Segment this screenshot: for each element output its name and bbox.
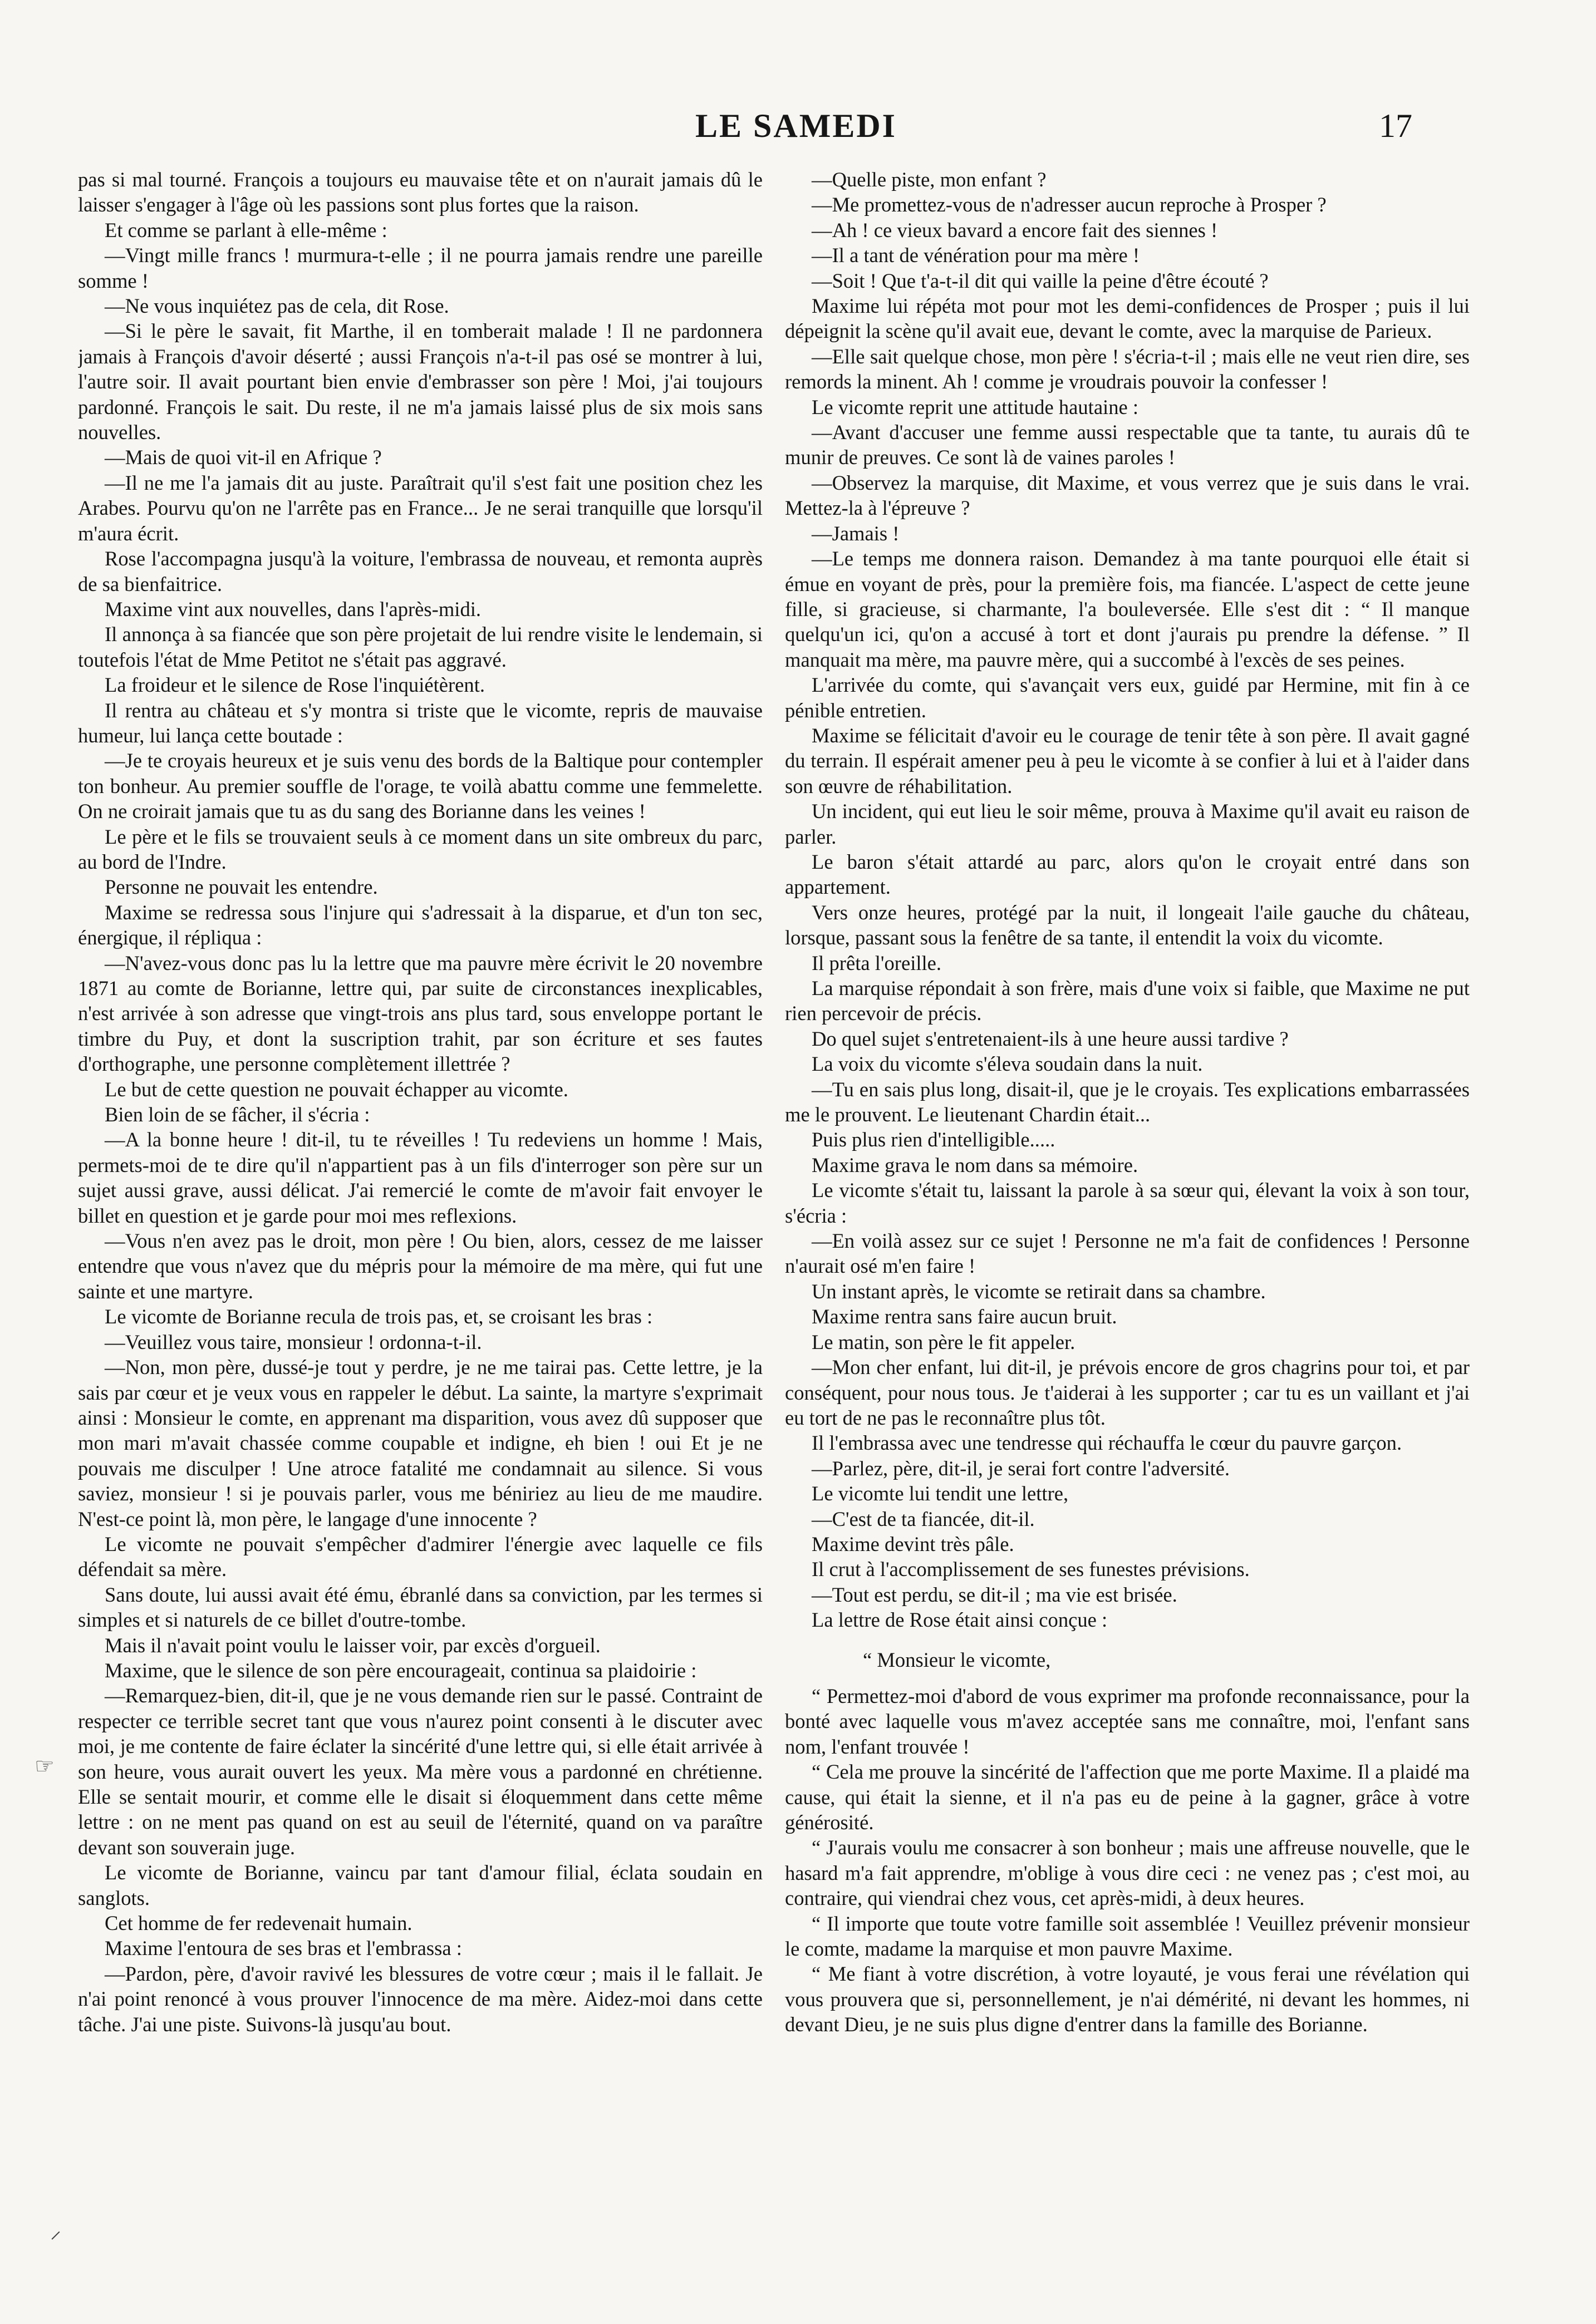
paragraph: —Il ne me l'a jamais dit au juste. Paraîtrait qu'il s'est fait une position chez les Arabes. Pourvu qu'on ne l'arrête pas en France... Je ne serai tranquille que lorsqu'il m'aura écrit. <box>78 471 763 545</box>
paragraph: Il annonça à sa fiancée que son père projetait de lui rendre visite le lendemain, si toutefois l'état de Mme Petitot ne s'était pas aggravé. <box>78 623 763 671</box>
paragraph: —Non, mon père, dussé-je tout y perdre, je ne me tairai pas. Cette lettre, je la sais par cœur et je veux vous en rappeler le début. La sainte, la martyre s'exprimait ainsi : Monsieur le comte, en apprenant ma disparition, vous avez dû supposer que mon mari m'avait chassée comme coupable et indigne, eh bien ! oui Et je ne pouvais me disculper ! Une atroce fatalité me condamnait au silence. Si vous saviez, monsieur ! si je pouvais parler, vous me béniriez au lieu de me maudire. N'est-ce point là, mon père, le langage d'une innocente ? <box>78 1356 763 1530</box>
paragraph: Rose l'accompagna jusqu'à la voiture, l'embrassa de nouveau, et remonta auprès de sa bienfaitrice. <box>78 547 763 595</box>
paragraph: La froideur et le silence de Rose l'inquiétèrent. <box>105 673 485 697</box>
paragraph: Maxime grava le nom dans sa mémoire. <box>812 1153 1138 1176</box>
paragraph: —Mon cher enfant, lui dit-il, je prévois encore de gros chagrins pour toi, et par conséquent, pour nous tous. Je t'aiderai à les supporter ; car tu es un vaillant et j'ai eu tort de ne pas le reconnaître plus tôt. <box>785 1356 1470 1429</box>
paragraph: Le père et le fils se trouvaient seuls à ce moment dans un site ombreux du parc, au bord de l'Indre. <box>78 825 763 873</box>
paragraph: Le vicomte ne pouvait s'empêcher d'admirer l'énergie avec laquelle ce fils défendait sa mère. <box>78 1532 763 1581</box>
letter-paragraph: “ Cela me prouve la sincérité de l'affection que me porte Maxime. Il a plaidé ma cause, qui était la sienne, et il n'a pas eu de peine à la gagner, grâce à votre générosité. <box>785 1760 1470 1834</box>
paragraph: —A la bonne heure ! dit-il, tu te réveilles ! Tu redeviens un homme ! Mais, permets-moi de te dire qu'il n'appartient pas à un fils d'interroger son père sur un sujet aussi grave, aussi délicat. J'ai remercié le comte de m'avoir fait envoyer le billet en question et je garde pour moi mes reflexions. <box>78 1128 763 1227</box>
margin-mark: ☞ <box>35 1754 55 1779</box>
masthead-title: LE SAMEDI <box>695 107 897 144</box>
paragraph: Maxime vint aux nouvelles, dans l'après-midi. <box>105 597 482 621</box>
paragraph: Bien loin de se fâcher, il s'écria : <box>105 1103 370 1126</box>
paragraph: Le vicomte lui tendit une lettre, <box>812 1482 1069 1505</box>
paragraph: L'arrivée du comte, qui s'avançait vers eux, guidé par Hermine, mit fin à ce pénible entretien. <box>785 673 1470 722</box>
paragraph: Cet homme de fer redevenait humain. <box>105 1912 412 1935</box>
letter-paragraph: “ J'aurais voulu me consacrer à son bonheur ; mais une affreuse nouvelle, que le hasard m'a fait apprendre, m'oblige à vous dire ceci : ne venez pas ; c'est moi, au contraire, qui viendrai chez vous, cet après-midi, à deux heures. <box>785 1836 1470 1910</box>
paragraph: Maxime rentra sans faire aucun bruit. <box>812 1305 1117 1328</box>
paragraph: —Tu en sais plus long, disait-il, que je le croyais. Tes explications embarrassées me le prouvent. Le lieutenant Chardin était... <box>785 1077 1470 1126</box>
paragraph: Maxime, que le silence de son père encourageait, continua sa plaidoirie : <box>105 1658 697 1682</box>
paragraph: —Me promettez-vous de n'adresser aucun reproche à Prosper ? <box>812 193 1327 216</box>
paragraph: Il prêta l'oreille. <box>812 951 942 974</box>
paragraph: —Il a tant de vénération pour ma mère ! <box>812 244 1140 267</box>
letter-paragraph: “ Me fiant à votre discrétion, à votre loyauté, je vous ferai une révélation qui vous prouvera que si, personnellement, je n'ai démérité, ni devant les hommes, ni devant Dieu, je ne suis plus digne d'entrer dans la famille des Borianne. <box>785 1962 1470 2036</box>
paragraph: Il crut à l'accomplissement de ses funestes prévisions. <box>812 1558 1250 1581</box>
paragraph: —C'est de ta fiancée, dit-il. <box>812 1507 1035 1530</box>
paragraph: —Pardon, père, d'avoir ravivé les blessures de votre cœur ; mais il le fallait. Je n'ai point renoncé à vous prouver l'innocence de ma mère. Aidez-moi dans cette tâche. J'ai une piste. Suivons-là jusqu'au bout. <box>78 1962 763 2036</box>
paragraph: —Ne vous inquiétez pas de cela, dit Rose. <box>105 294 449 318</box>
paragraph: Un instant après, le vicomte se retirait dans sa chambre. <box>812 1279 1266 1303</box>
paragraph: Maxime l'entoura de ses bras et l'embrassa : <box>105 1937 462 1960</box>
paragraph: Vers onze heures, protégé par la nuit, il longeait l'aile gauche du château, lorsque, passant sous la fenêtre de sa tante, il entendit la voix du vicomte. <box>785 900 1470 949</box>
paragraph: —Observez la marquise, dit Maxime, et vous verrez que je suis dans le vrai. Mettez-la à l'épreuve ? <box>785 471 1470 520</box>
paragraph: La voix du vicomte s'éleva soudain dans la nuit. <box>812 1052 1203 1076</box>
paragraph: —Veuillez vous taire, monsieur ! ordonna-t-il. <box>105 1330 482 1353</box>
paragraph: Maxime devint très pâle. <box>812 1532 1014 1555</box>
paragraph: Le vicomte s'était tu, laissant la parole à sa sœur qui, élevant la voix à son tour, s'écria : <box>785 1179 1470 1227</box>
paragraph: —Remarquez-bien, dit-il, que je ne vous demande rien sur le passé. Contraint de respecter ce terrible secret tant que vous n'aurez point consenti à le discuter avec moi, je me contente de faire éclater la sincérité d'une lettre qui, si elle était arrivée à son heure, vous aurait ouvert les yeux. Ma mère vous a pardonné en chrétienne. Elle se sentait mourir, et comme elle le disait si éloquemment dans cette même lettre : on ne ment pas quand on est au seuil de l'éternité, quand on va paraître devant son souverain juge. <box>78 1684 763 1859</box>
letter-paragraph: “ Permettez-moi d'abord de vous exprimer ma profonde reconnaissance, pour la bonté avec laquelle vous m'avez acceptée sans me connaître, moi, l'enfant sans nom, l'enfant trouvée ! <box>785 1684 1470 1758</box>
paragraph: —Jamais ! <box>812 521 900 545</box>
right-column <box>785 167 1470 2271</box>
paragraph: La lettre de Rose était ainsi conçue : <box>812 1608 1108 1632</box>
paragraph: Le matin, son père le fit appeler. <box>812 1330 1076 1353</box>
paragraph: Un incident, qui eut lieu le soir même, prouva à Maxime qu'il avait eu raison de parler. <box>785 800 1470 848</box>
paragraph: —Vous n'en avez pas le droit, mon père ! Ou bien, alors, cessez de me laisser entendre que vous n'avez que du mépris pour la mémoire de ma mère, qui fut une sainte et une martyre. <box>78 1229 763 1303</box>
paragraph: Il rentra au château et s'y montra si triste que le vicomte, repris de mauvaise humeur, lui lança cette boutade : <box>78 698 763 747</box>
paragraph: pas si mal tourné. François a toujours eu mauvaise tête et on n'aurait jamais dû le laisser s'engager à l'âge où les passions sont plus fortes que la raison. <box>78 168 763 216</box>
paragraph: Il l'embrassa avec une tendresse qui réchauffa le cœur du pauvre garçon. <box>812 1431 1402 1455</box>
paragraph: Puis plus rien d'intelligible..... <box>812 1128 1055 1151</box>
paragraph: Do quel sujet s'entretenaient-ils à une heure aussi tardive ? <box>812 1027 1289 1050</box>
paragraph: Mais il n'avait point voulu le laisser voir, par excès d'orgueil. <box>105 1633 601 1657</box>
paragraph: Le but de cette question ne pouvait échapper au vicomte. <box>105 1077 568 1101</box>
left-column <box>78 167 763 2271</box>
running-head <box>0 107 1596 146</box>
paragraph: —Si le père le savait, fit Marthe, il en tomberait malade ! Il ne pardonnera jamais à François d'avoir déserté ; aussi François n'a-t-il pas osé se montrer à lui, l'autre soir. Il avait pourtant bien envie d'embrasser son père ! Moi, j'ai toujours pardonné. François le sait. Du reste, il ne m'a jamais laissé plus de six mois sans nouvelles. <box>78 319 763 444</box>
paragraph: —Avant d'accuser une femme aussi respectable que ta tante, tu aurais dû te munir de preuves. Ce sont là de vaines paroles ! <box>785 421 1470 469</box>
paragraph: Le vicomte de Borianne, vaincu par tant d'amour filial, éclata soudain en sanglots. <box>78 1861 763 1909</box>
paragraph: —En voilà assez sur ce sujet ! Personne ne m'a fait de confidences ! Personne n'aurait osé m'en faire ! <box>785 1229 1470 1278</box>
paragraph: —Mais de quoi vit-il en Afrique ? <box>105 446 382 469</box>
paragraph: —Ah ! ce vieux bavard a encore fait des siennes ! <box>812 218 1218 242</box>
paragraph: Maxime lui répéta mot pour mot les demi-confidences de Prosper ; puis il lui dépeignit la scène qu'il avait eue, devant le comte, avec la marquise de Parieux. <box>785 294 1470 343</box>
paragraph: Le vicomte de Borianne recula de trois pas, et, se croisant les bras : <box>105 1305 653 1328</box>
letter-salutation: “ Monsieur le vicomte, <box>863 1648 1051 1671</box>
paragraph: —Parlez, père, dit-il, je serai fort contre l'adversité. <box>812 1456 1230 1480</box>
margin-mark: ⸍ <box>50 2227 61 2252</box>
paragraph: —Quelle piste, mon enfant ? <box>812 168 1047 191</box>
paragraph: Maxime se redressa sous l'injure qui s'adressait à la disparue, et d'un ton sec, énergique, il répliqua : <box>78 900 763 949</box>
paragraph: —Tout est perdu, se dit-il ; ma vie est brisée. <box>812 1583 1177 1606</box>
paragraph: —Je te croyais heureux et je suis venu des bords de la Baltique pour contempler ton bonheur. Au premier souffle de l'orage, te voilà abattu comme une femmelette. On ne croirait jamais que tu as du sang des Borianne dans les veines ! <box>78 749 763 823</box>
paragraph: Et comme se parlant à elle-même : <box>105 218 387 242</box>
paragraph: Le vicomte reprit une attitude hautaine : <box>812 395 1139 418</box>
paragraph: —Elle sait quelque chose, mon père ! s'écria-t-il ; mais elle ne veut rien dire, ses remords la minent. Ah ! comme je vroudrais pouvoir la confesser ! <box>785 344 1470 393</box>
paragraph: —Soit ! Que t'a-t-il dit qui vaille la peine d'être écouté ? <box>812 269 1269 292</box>
paragraph: —N'avez-vous donc pas lu la lettre que ma pauvre mère écrivit le 20 novembre 1871 au comte de Borianne, lettre qui, par suite de circonstances inexplicables, n'est arrivée à son adresse que vingt-trois ans plus tard, sous enveloppe portant le timbre du Puy, et dont la suscription trahit, par son écriture et ses fautes d'orthographe, une personne complètement illettrée ? <box>78 951 763 1076</box>
page-number: 17 <box>1379 107 1412 144</box>
letter-paragraph: “ Il importe que toute votre famille soit assemblée ! Veuillez prévenir monsieur le comte, madame la marquise et mon pauvre Maxime. <box>785 1912 1470 1961</box>
paragraph: —Vingt mille francs ! murmura-t-elle ; il ne pourra jamais rendre une pareille somme ! <box>78 244 763 292</box>
paragraph: Le baron s'était attardé au parc, alors qu'on le croyait entré dans son appartement. <box>785 850 1470 899</box>
paragraph: Sans doute, lui aussi avait été ému, ébranlé dans sa conviction, par les termes si simples et si naturels de ce billet d'outre-tombe. <box>78 1583 763 1632</box>
paragraph: Maxime se félicitait d'avoir eu le courage de tenir tête à son père. Il avait gagné du terrain. Il espérait amener peu à peu le vicomte à se confier à lui et à l'aider dans son œuvre de réhabilitation. <box>785 723 1470 797</box>
paragraph: La marquise répondait à son frère, mais d'une voix si faible, que Maxime ne put rien percevoir de précis. <box>785 977 1470 1025</box>
paragraph: —Le temps me donnera raison. Demandez à ma tante pourquoi elle était si émue en voyant de près, pour la première fois, ma fiancée. L'aspect de cette jeune fille, si gracieuse, si charmante, l'a bouleversée. Elle s'est dit : “ Il manque quelqu'un ici, qu'on a accusé à tort et dont j'aurais pu prendre la défense. ” Il manquait ma mère, ma pauvre mère, qui a succombé à l'excès de ses peines. <box>785 547 1470 671</box>
paragraph: Personne ne pouvait les entendre. <box>105 875 378 899</box>
